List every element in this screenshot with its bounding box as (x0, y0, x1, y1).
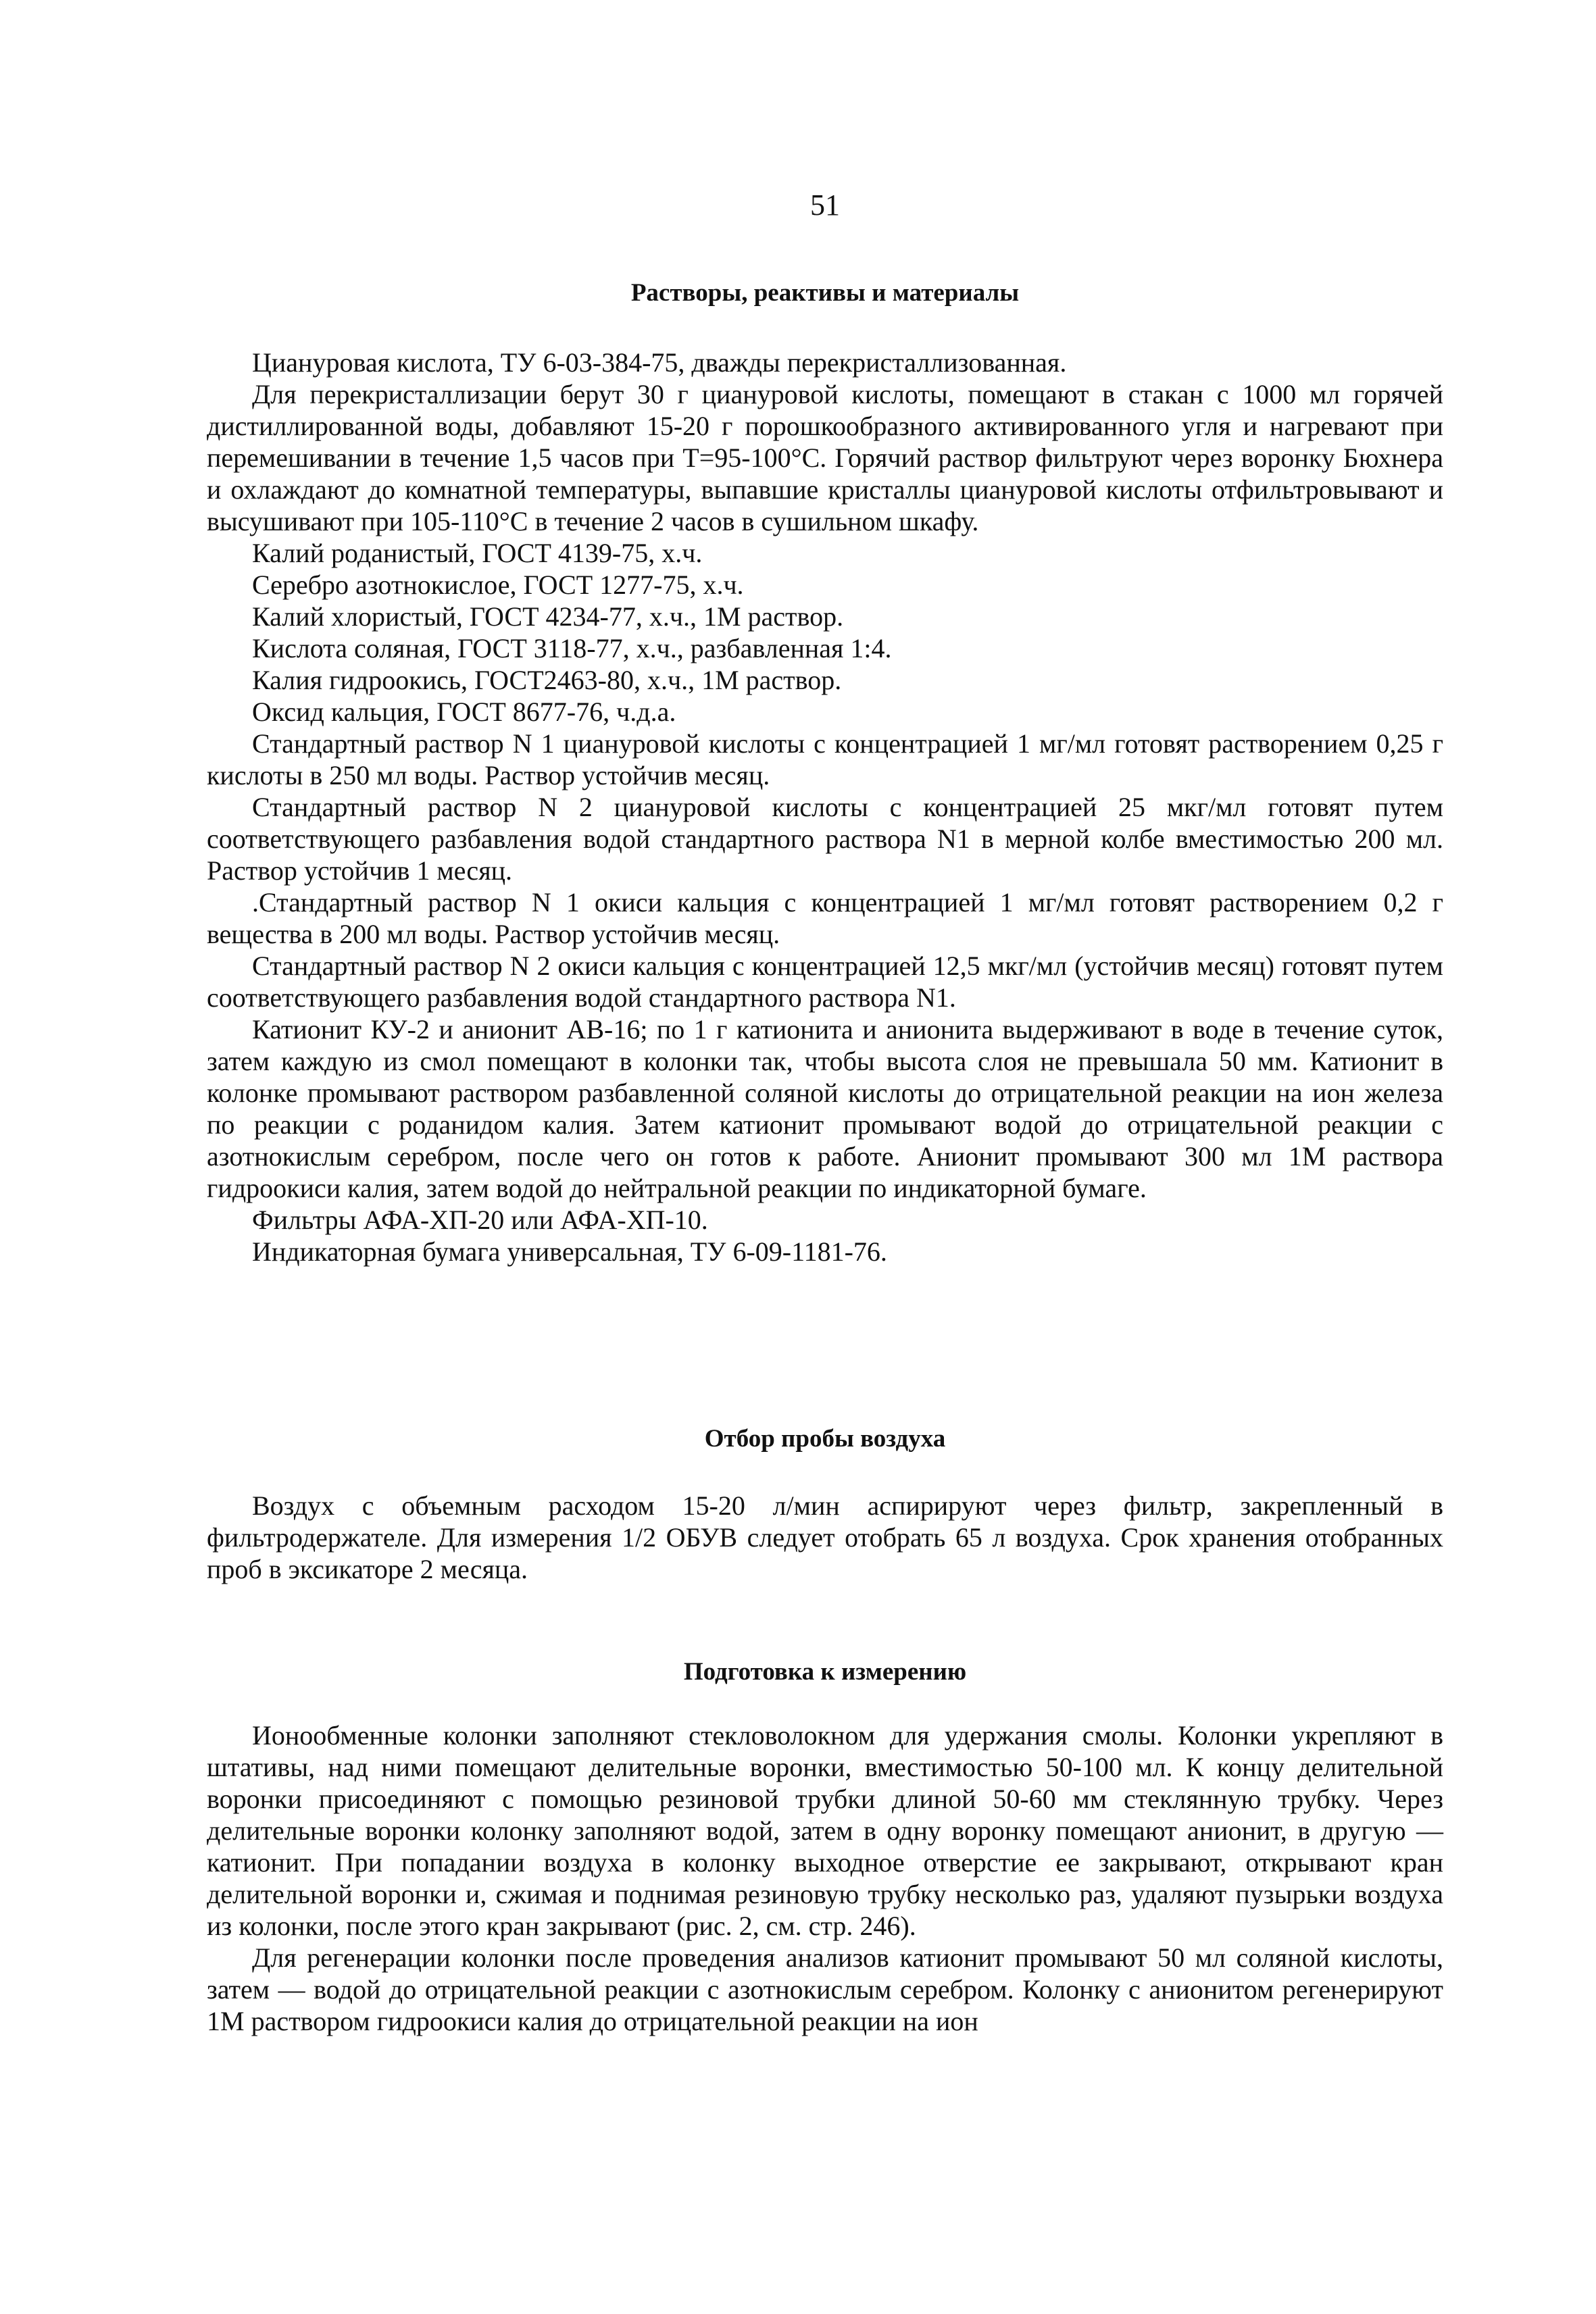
section-title-reagents: Растворы, реактивы и материалы (630, 279, 1020, 307)
paragraph: Для регенерации колонки после проведения анализов катионит промывают 50 мл соляной кислоты, затем — водой до отрицательной реакции с азотнокислым серебром. Колонку с анионитом регенерируют 1М раствором гидроокиси калия до отрицательной реакции на ион (207, 1942, 1443, 2036)
paragraph: Для перекристаллизации берут 30 г циануровой кислоты, помещают в стакан с 1000 мл горячей дистиллированной воды, добавляют 15-20 г порошкообразного активированного угля и нагревают при перемешивании в течение 1,5 часов при Т=95-100°С. Горячий раствор фильтруют через воронку Бюхнера и охлаждают до комнатной температуры, выпавшие кристаллы циануровой кислоты отфильтровывают и высушивают при 105-110°С в течение 2 часов в сушильном шкафу. (207, 379, 1443, 536)
paragraph: Катионит КУ-2 и анионит АВ-16; по 1 г катионита и анионита выдерживают в воде в течение суток, затем каждую из смол помещают в колонки так, чтобы высота слоя не превышала 50 мм. Катионит в колонке промывают раствором разбавленной соляной кислоты до отрицательной реакции на ион железа по реакции с роданидом калия. Затем катионит промывают водой до отрицательной реакции с азотнокислым серебром, после чего он готов к работе. Анионит промывают 300 мл 1М раствора гидроокиси калия, затем водой до нейтральной реакции по индикаторной бумаге. (207, 1014, 1443, 1203)
paragraph: Калий хлористый, ГОСТ 4234-77, х.ч., 1М раствор. (252, 601, 844, 632)
section-title-air-sampling: Отбор пробы воздуха (704, 1425, 946, 1453)
section-body-air-sampling (207, 1490, 1443, 1585)
paragraph: Оксид кальция, ГОСТ 8677-76, ч.д.а. (252, 697, 676, 727)
paragraph: Индикаторная бумага универсальная, ТУ 6-09-1181-76. (252, 1236, 887, 1267)
paragraph: Стандартный раствор N 1 циануровой кислоты с концентрацией 1 мг/мл готовят растворением 0,25 г кислоты в 250 мл воды. Раствор устойчив месяц. (207, 728, 1443, 790)
section-title-preparation: Подготовка к измерению (683, 1658, 967, 1686)
page-number: 51 (810, 188, 840, 222)
paragraph: Кислота соляная, ГОСТ 3118-77, х.ч., разбавленная 1:4. (252, 633, 892, 663)
paragraph: Воздух с объемным расходом 15-20 л/мин аспирируют через фильтр, закрепленный в фильтродержателе. Для измерения 1/2 ОБУВ следует отобрать 65 л воздуха. Срок хранения отобранных проб в эксикаторе 2 месяца. (207, 1490, 1443, 1584)
paragraph: Калий роданистый, ГОСТ 4139-75, х.ч. (252, 538, 703, 568)
paragraph: Стандартный раствор N 2 окиси кальция с концентрацией 12,5 мкг/мл (устойчив месяц) готовят путем соответствующего разбавления водой стандартного раствора N1. (207, 951, 1443, 1013)
paragraph: .Стандартный раствор N 1 окиси кальция с концентрацией 1 мг/мл готовят растворением 0,2 г вещества в 200 мл воды. Раствор устойчив месяц. (207, 887, 1443, 949)
section-body-reagents (207, 347, 1443, 1267)
paragraph: Калия гидроокись, ГОСТ2463-80, х.ч., 1М раствор. (252, 665, 842, 695)
paragraph: Фильтры АФА-ХП-20 или АФА-ХП-10. (252, 1205, 708, 1235)
paragraph: Серебро азотнокислое, ГОСТ 1277-75, х.ч. (252, 570, 744, 600)
document-page (207, 0, 1443, 2314)
paragraph: Стандартный раствор N 2 циануровой кислоты с концентрацией 25 мкг/мл готовят путем соответствующего разбавления водой стандартного раствора N1 в мерной колбе вместимостью 200 мл. Раствор устойчив 1 месяц. (207, 792, 1443, 886)
paragraph: Циануровая кислота, ТУ 6-03-384-75, дважды перекристаллизованная. (252, 347, 1067, 378)
paragraph: Ионообменные колонки заполняют стекловолокном для удержания смолы. Колонки укрепляют в штативы, над ними помещают делительные воронки, вместимостью 50-100 мл. К концу делительной воронки присоединяют с помощью резиновой трубки длиной 50-60 мм стеклянную трубку. Через делительные воронки колонку заполняют водой, затем в одну воронку помещают анионит, в другую — катионит. При попадании воздуха в колонку выходное отверстие ее закрывают, открывают кран делительной воронки и, сжимая и поднимая резиновую трубку несколько раз, удаляют пузырьки воздуха из колонки, после этого кран закрывают (рис. 2, см. стр. 246). (207, 1720, 1443, 1941)
section-body-preparation (207, 1719, 1443, 2037)
